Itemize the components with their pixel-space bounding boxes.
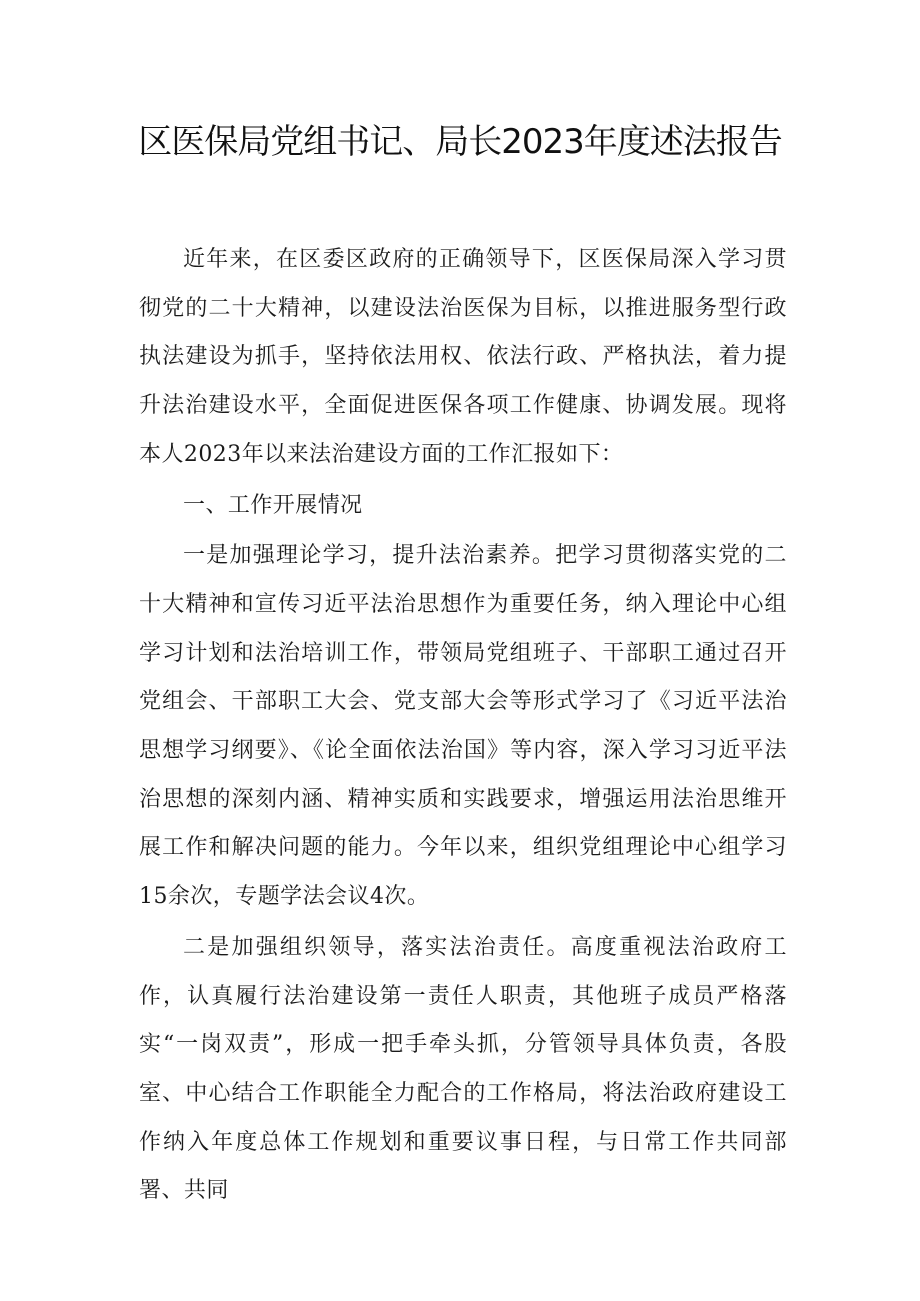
document-title: 区医保局党组书记、局长2023年度述法报告 [138, 122, 782, 162]
paragraph-organization-leadership: 二是加强组织领导，落实法治责任。高度重视法治政府工作，认真履行法治建设第一责任人职责，其他班子成员严格落实“一岗双责”，形成一把手牵头抓，分管领导具体负责，各股室、中心结合工作职能全力配合的工作格局，将法治政府建设工作纳入年度总体工作规划和重要议事日程，与日常工作共同部署、共同 [139, 934, 787, 1204]
section-heading-work-status: 一、工作开展情况 [183, 492, 363, 518]
paragraph-intro: 近年来，在区委区政府的正确领导下，区医保局深入学习贯彻党的二十大精神，以建设法治医保为目标，以推进服务型行政执法建设为抓手，坚持依法用权、依法行政、严格执法，着力提升法治建设水平，全面促进医保各项工作健康、协调发展。现将本人2023年以来法治建设方面的工作汇报如下： [139, 247, 787, 467]
paragraph-theory-study: 一是加强理论学习，提升法治素养。把学习贯彻落实党的二十大精神和宣传习近平法治思想作为重要任务，纳入理论中心组学习计划和法治培训工作，带领局党组班子、干部职工通过召开党组会、干部职工大会、党支部大会等形式学习了《习近平法治思想学习纲要》、《论全面依法治国》等内容，深入学习习近平法治思想的深刻内涵、精神实质和实践要求，增强运用法治思维开展工作和解决问题的能力。今年以来，组织党组理论中心组学习15余次，专题学法会议4次。 [139, 543, 787, 910]
document-body [139, 236, 787, 1218]
